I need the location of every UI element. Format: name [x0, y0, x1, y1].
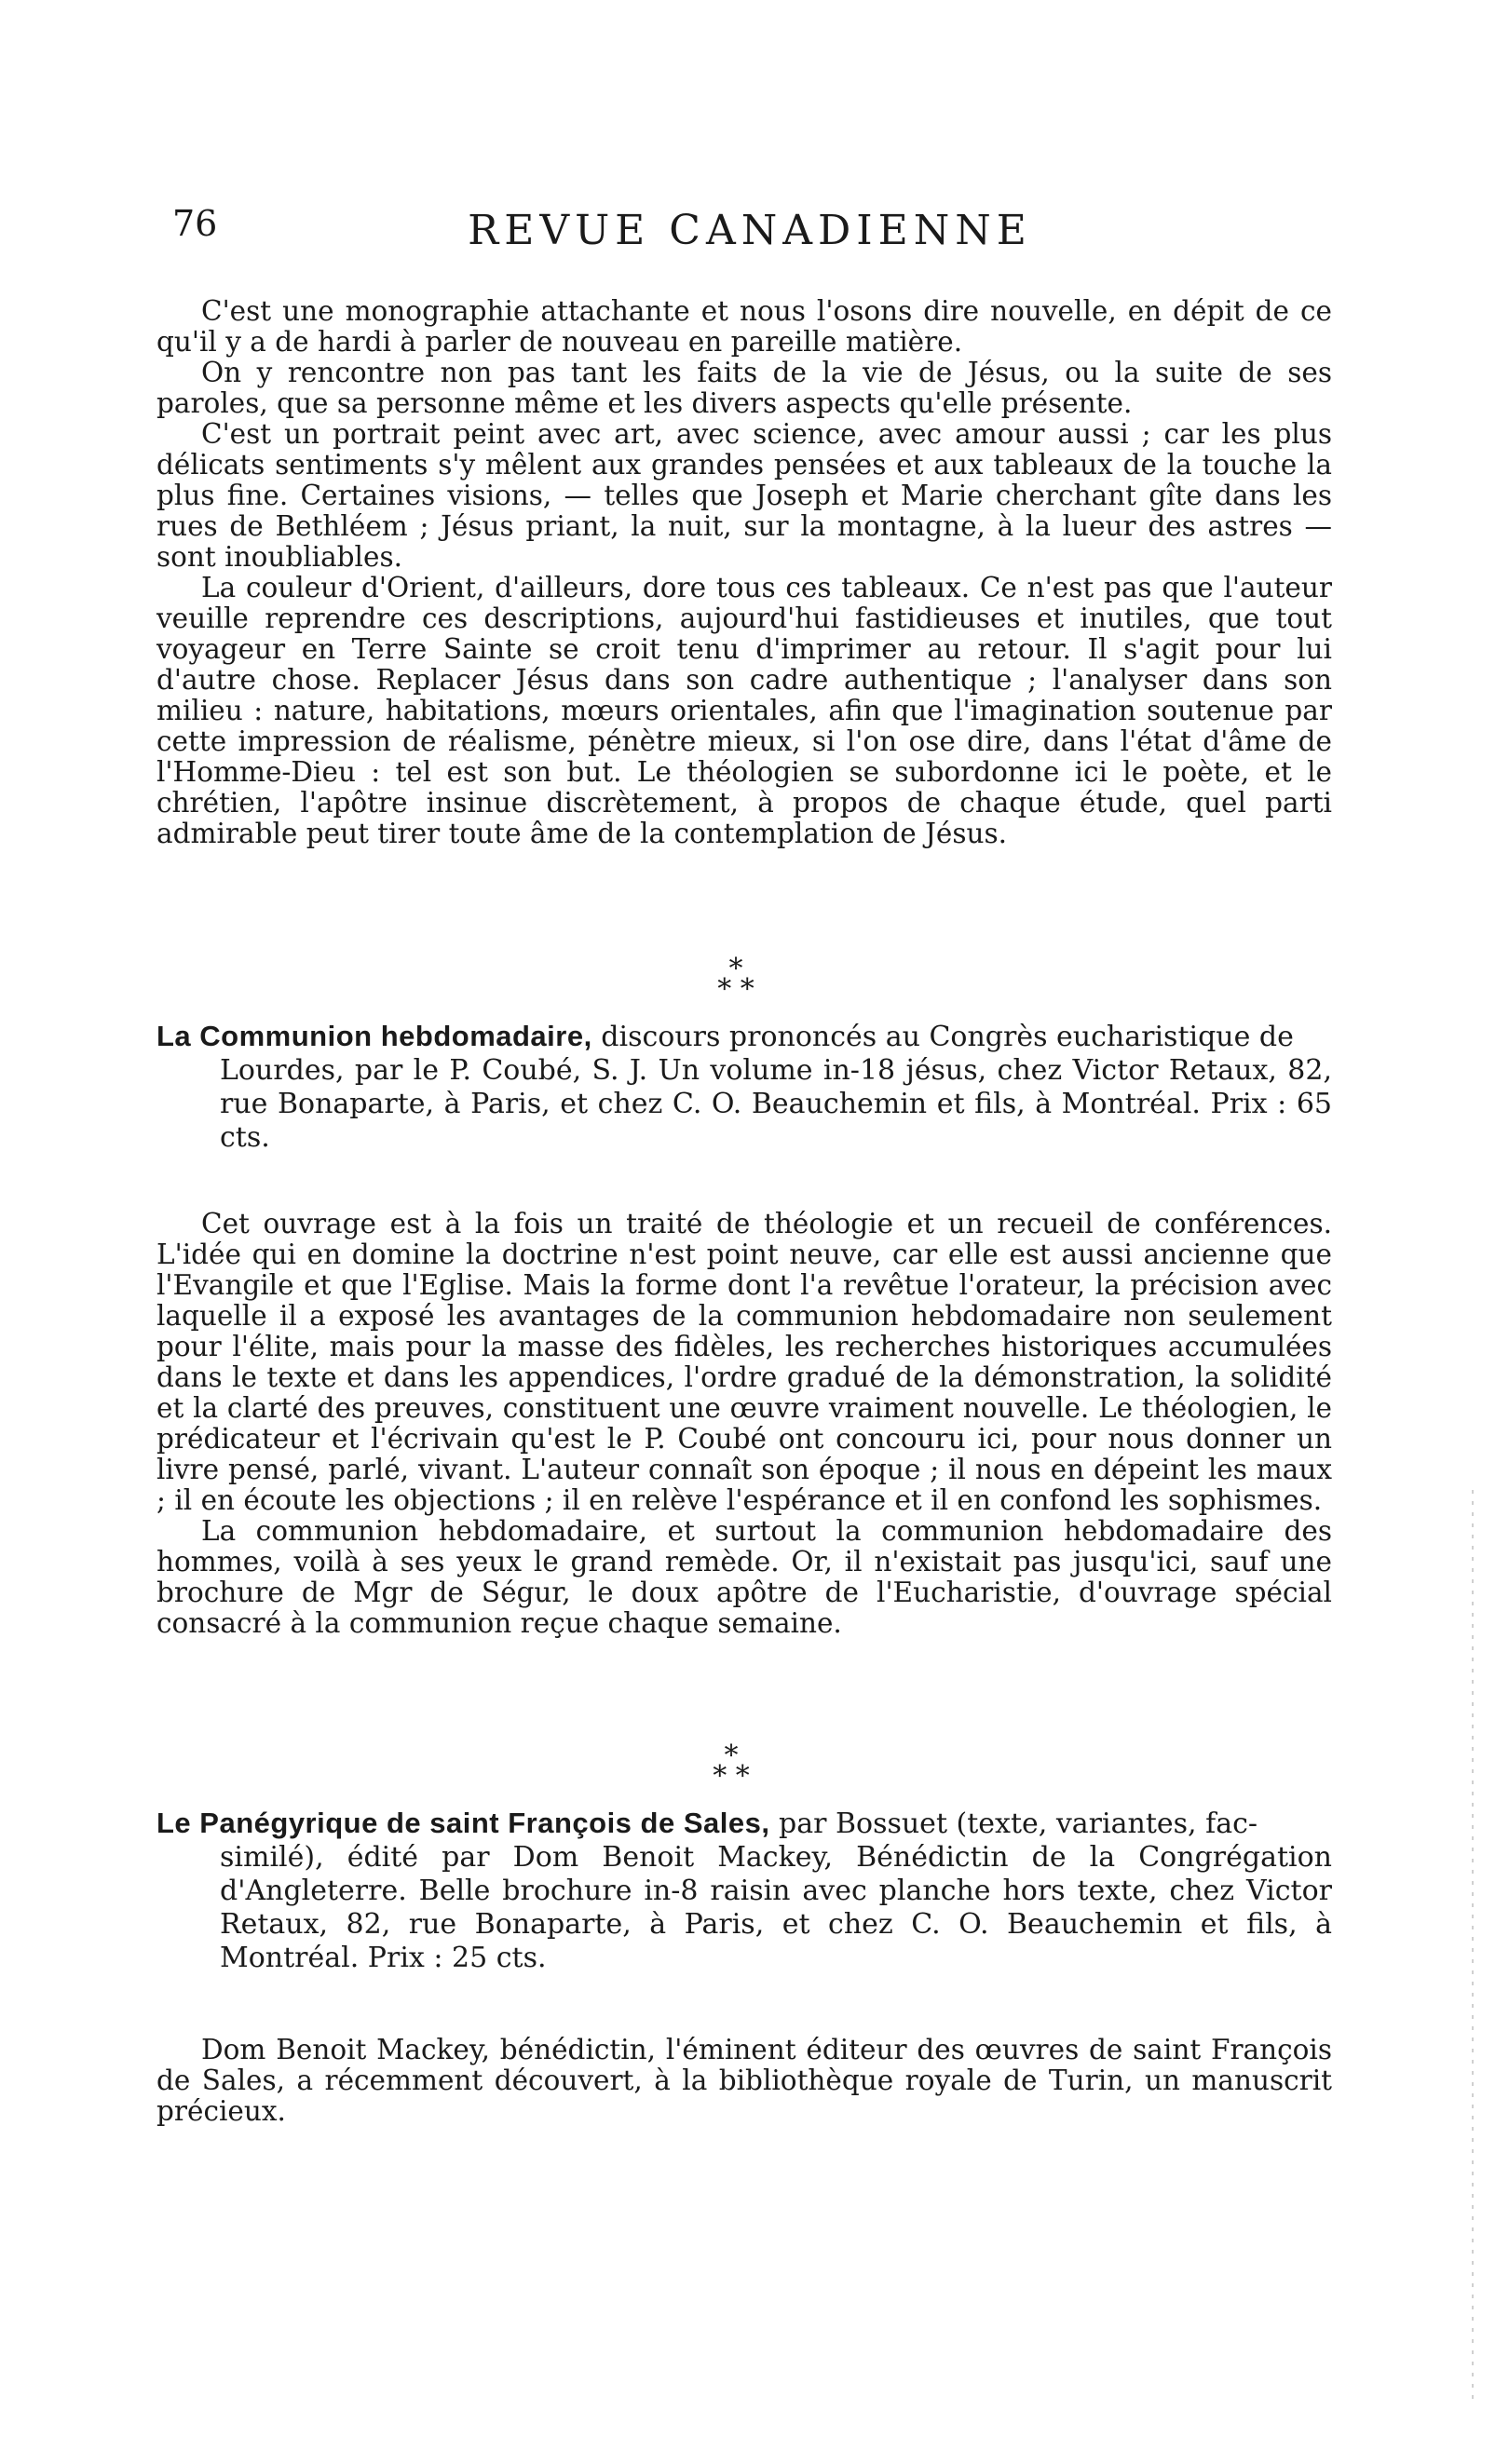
book-title: Le Panégyrique de saint François de Sales, — [156, 1807, 770, 1839]
page-header — [172, 203, 1327, 259]
page-number: 76 — [172, 203, 218, 244]
paragraph: On y rencontre non pas tant les faits de la vie de Jésus, ou la suite de ses paroles, que sa personne même et les divers aspects qu'elle présente. — [156, 357, 1332, 419]
section-separator: * * * — [713, 1740, 750, 1793]
book-details-continued: Lourdes, par le P. Coubé, S. J. Un volume in-18 jésus, chez Victor Retaux, 82, rue Bonaparte, à Paris, et chez C. O. Beauchemin et fils, à Montréal. Prix : 65 cts. — [220, 1054, 1332, 1154]
paragraph: La couleur d'Orient, d'ailleurs, dore tous ces tableaux. Ce n'est pas que l'auteur veuille reprendre ces descriptions, aujourd'hui fastidieuses et inutiles, que tout voyageur en Terre Sainte se croit tenu d'imprimer au retour. Il s'agit pour lui d'autre chose. Replacer Jésus dans son cadre authentique ; l'analyser dans son milieu : nature, habitations, mœurs orientales, afin que l'imagination soutenue par cette impression de réalisme, pénètre mieux, si l'on ose dire, dans l'état d'âme de l'Homme-Dieu : tel est son but. Le théologien se subordonne ici le poète, et le chrétien, l'apôtre insinue discrètement, à propos de chaque étude, quel parti admirable peut tirer toute âme de la contemplation de Jésus. — [156, 572, 1332, 849]
paragraph: La communion hebdomadaire, et surtout la communion hebdomadaire des hommes, voilà à ses yeux le grand remède. Or, il n'existait pas jusqu'ici, sauf une brochure de Mgr de Ségur, le doux apôtre de l'Eucharistie, d'ouvrage spécial consacré à la communion reçue chaque semaine. — [156, 1515, 1332, 1639]
review-panegyrique — [156, 2035, 1332, 2127]
paragraph: Dom Benoit Mackey, bénédictin, l'éminent éditeur des œuvres de saint François de Sales, a récemment découvert, à la bibliothèque royale de Turin, un manuscrit précieux. — [156, 2034, 1332, 2127]
paragraph: C'est une monographie attachante et nous l'osons dire nouvelle, en dépit de ce qu'il y a de hardi à parler de nouveau en pareille matière. — [156, 295, 1332, 358]
book-entry-panegyrique — [156, 1807, 1332, 1975]
book-details: discours prononcés au Congrès eucharistique de — [601, 1021, 1294, 1053]
running-title: REVUE CANADIENNE — [468, 207, 1032, 254]
review-jesus-monograph — [156, 296, 1332, 849]
paragraph: Cet ouvrage est à la fois un traité de théologie et un recueil de conférences. L'idée qui en domine la doctrine n'est point neuve, car elle est aussi ancienne que l'Evangile et que l'Eglise. Mais la forme dont l'a revêtue l'orateur, la précision avec laquelle il a exposé les avantages de la communion hebdomadaire non seulement pour l'élite, mais pour la masse des fidèles, les recherches historiques accumulées dans le texte et dans les appendices, l'ordre gradué de la démonstration, la solidité et la clarté des preuves, constituent une œuvre vraiment nouvelle. Le théologien, le prédicateur et l'écrivain qu'est le P. Coubé ont concouru ici, pour nous donner un livre pensé, parlé, vivant. L'auteur connaît son époque ; il nous en dépeint les maux ; il en écoute les objections ; il en relève l'espérance et il en confond les sophismes. — [156, 1208, 1332, 1516]
book-title: La Communion hebdomadaire, — [156, 1020, 592, 1052]
paragraph: C'est un portrait peint avec art, avec science, avec amour aussi ; car les plus délicats sentiments s'y mêlent aux grandes pensées et aux tableaux de la touche la plus fine. Certaines visions, — telles que Joseph et Marie cherchant gîte dans les rues de Bethléem ; Jésus priant, la nuit, sur la montagne, à la lueur des astres — sont inoubliables. — [156, 418, 1332, 573]
book-details: par Bossuet (texte, variantes, fac- — [779, 1807, 1258, 1840]
review-communion — [156, 1209, 1332, 1639]
book-details-continued: similé), édité par Dom Benoit Mackey, Bénédictin de la Congrégation d'Angleterre. Belle brochure in-8 raisin avec planche hors texte, chez Victor Retaux, 82, rue Bonaparte, à Paris, et chez C. O. Beauchemin et fils, à Montréal. Prix : 25 cts. — [220, 1841, 1332, 1974]
scan-edge-artifact — [1472, 1490, 1474, 2403]
book-entry-communion — [156, 1020, 1332, 1155]
section-separator: * * * — [717, 953, 754, 1006]
